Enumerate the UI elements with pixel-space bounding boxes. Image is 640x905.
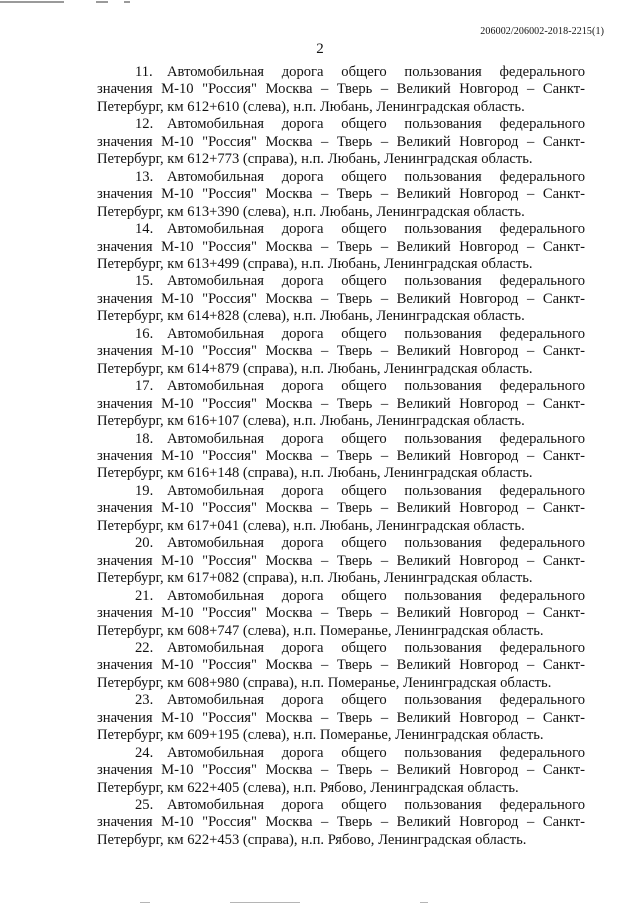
- list-item: [97, 692, 585, 744]
- list-item: [97, 745, 585, 797]
- item-text: Автомобильная дорога общего пользования федерального значения М-10 "Россия" Москва – Тверь – Великий Новгород – Санкт-Петербург, км 616+148 (справа), н.п. Любань, Ленинградская область.: [97, 430, 585, 482]
- list-item: [97, 640, 585, 692]
- item-text: Автомобильная дорога общего пользования федерального значения М-10 "Россия" Москва – Тверь – Великий Новгород – Санкт-Петербург, км 622+405 (слева), н.п. Рябово, Ленинградская область.: [97, 744, 585, 796]
- page-number: 2: [316, 41, 324, 57]
- list-item: [97, 588, 585, 640]
- item-number: 13.: [135, 168, 154, 185]
- item-number: 21.: [135, 587, 154, 604]
- item-number: 16.: [135, 325, 154, 342]
- item-number: 14.: [135, 221, 154, 238]
- list-item: [97, 221, 585, 273]
- list-item: [97, 378, 585, 430]
- item-number: 25.: [135, 797, 154, 814]
- item-text: Автомобильная дорога общего пользования федерального значения М-10 "Россия" Москва – Тверь – Великий Новгород – Санкт-Петербург, км 622+453 (справа), н.п. Рябово, Ленинградская область.: [97, 797, 585, 848]
- item-text: Автомобильная дорога общего пользования федерального значения М-10 "Россия" Москва – Тверь – Великий Новгород – Санкт-Петербург, км 612+610 (слева), н.п. Любань, Ленинградская область.: [97, 64, 585, 115]
- item-number: 24.: [135, 744, 154, 761]
- item-number: 22.: [135, 639, 154, 656]
- list-item: [97, 64, 585, 116]
- item-number: 17.: [135, 378, 154, 395]
- list-item: [97, 169, 585, 221]
- item-text: Автомобильная дорога общего пользования федерального значения М-10 "Россия" Москва – Тверь – Великий Новгород – Санкт-Петербург, км 608+747 (слева), н.п. Померанье, Ленинградская область.: [97, 587, 585, 639]
- item-text: Автомобильная дорога общего пользования федерального значения М-10 "Россия" Москва – Тверь – Великий Новгород – Санкт-Петербург, км 608+980 (справа), н.п. Померанье, Ленинградская область.: [97, 639, 585, 691]
- item-text: Автомобильная дорога общего пользования федерального значения М-10 "Россия" Москва – Тверь – Великий Новгород – Санкт-Петербург, км 614+828 (слева), н.п. Любань, Ленинградская область.: [97, 273, 585, 325]
- scan-edge-bottom: [0, 899, 640, 905]
- document-id: 206002/206002-2018-2215(1): [480, 26, 604, 37]
- scan-edge-top: [0, 0, 640, 6]
- item-number: 23.: [135, 692, 154, 709]
- list-item: [97, 326, 585, 378]
- item-text: Автомобильная дорога общего пользования федерального значения М-10 "Россия" Москва – Тверь – Великий Новгород – Санкт-Петербург, км 609+195 (слева), н.п. Померанье, Ленинградская область.: [97, 692, 585, 744]
- item-text: Автомобильная дорога общего пользования федерального значения М-10 "Россия" Москва – Тверь – Великий Новгород – Санкт-Петербург, км 614+879 (справа), н.п. Любань, Ленинградская область.: [97, 325, 585, 377]
- list-item: [97, 431, 585, 483]
- list-item: [97, 273, 585, 325]
- item-number: 15.: [135, 273, 154, 290]
- list-of-roads: [97, 64, 585, 849]
- item-text: Автомобильная дорога общего пользования федерального значения М-10 "Россия" Москва – Тверь – Великий Новгород – Санкт-Петербург, км 617+082 (справа), н.п. Любань, Ленинградская область.: [97, 535, 585, 587]
- item-text: Автомобильная дорога общего пользования федерального значения М-10 "Россия" Москва – Тверь – Великий Новгород – Санкт-Петербург, км 613+499 (справа), н.п. Любань, Ленинградская область.: [97, 221, 585, 272]
- item-number: 18.: [135, 430, 154, 447]
- item-number: 20.: [135, 535, 154, 552]
- list-item: [97, 797, 585, 849]
- item-text: Автомобильная дорога общего пользования федерального значения М-10 "Россия" Москва – Тверь – Великий Новгород – Санкт-Петербург, км 617+041 (слева), н.п. Любань, Ленинградская область.: [97, 482, 585, 534]
- item-text: Автомобильная дорога общего пользования федерального значения М-10 "Россия" Москва – Тверь – Великий Новгород – Санкт-Петербург, км 612+773 (справа), н.п. Любань, Ленинградская область.: [97, 116, 585, 168]
- item-text: Автомобильная дорога общего пользования федерального значения М-10 "Россия" Москва – Тверь – Великий Новгород – Санкт-Петербург, км 613+390 (слева), н.п. Любань, Ленинградская область.: [97, 168, 585, 220]
- item-number: 11.: [135, 64, 153, 80]
- list-item: [97, 483, 585, 535]
- item-number: 12.: [135, 116, 154, 133]
- list-item: [97, 116, 585, 168]
- item-text: Автомобильная дорога общего пользования федерального значения М-10 "Россия" Москва – Тверь – Великий Новгород – Санкт-Петербург, км 616+107 (слева), н.п. Любань, Ленинградская область.: [97, 378, 585, 430]
- list-item: [97, 535, 585, 587]
- item-number: 19.: [135, 482, 154, 499]
